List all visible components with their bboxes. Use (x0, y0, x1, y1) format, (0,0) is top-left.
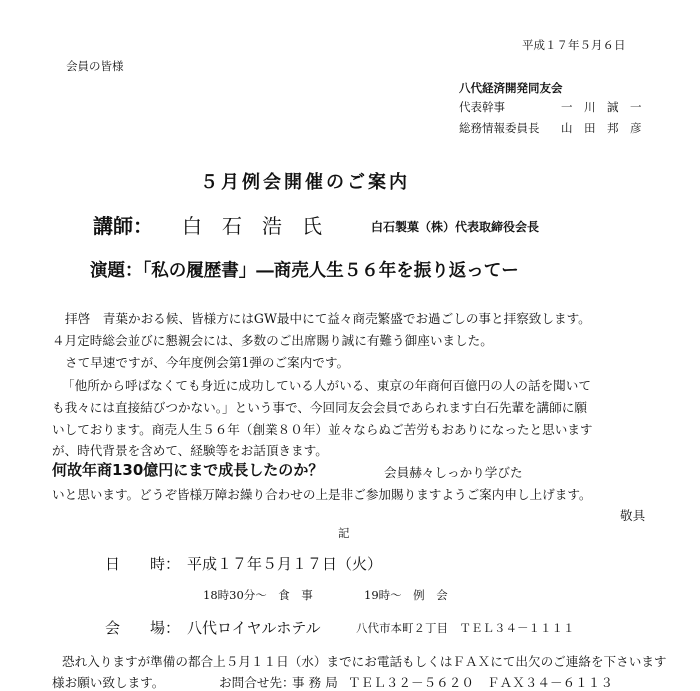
contact-tel: ＴＥＬ３２－５６２０ (348, 675, 474, 690)
venue-name: 八代ロイヤルホテル (187, 619, 321, 637)
body-line: さて早速ですが、今年度例会第1弾のご案内です。 (65, 355, 350, 370)
body-line: 「他所から呼ばなくても身近に成功している人がいる、東京の年商何百億円の人の話を聞いて (62, 378, 591, 393)
body-line: も我々には直接結びつかない。」という事で、今回同友会会員であられます白石先輩を講師に願 (52, 400, 587, 415)
ki-heading: 記 (338, 526, 350, 540)
sender-rep-name: 一 川 誠 一 (561, 100, 642, 114)
notice-title: ５月例会開催のご案内 (200, 172, 410, 193)
sender-info-name: 山 田 邦 彦 (561, 121, 642, 135)
body-line: が、時代背景を含めて、経験等をお話頂きます。 (52, 443, 328, 458)
body-line: 会員赫々しっかり学びた (384, 465, 523, 480)
sender-rep-role: 代表幹事 (459, 100, 505, 114)
body-line: ４月定時総会並びに懇親会には、多数のご出席賜り誠に有難う御座いました。 (52, 333, 493, 348)
salutation: 会員の皆様 (66, 59, 124, 73)
venue-label: 会 場： (105, 619, 181, 637)
schedule-meeting: 19時～ 例 会 (364, 588, 448, 602)
body-line: いと思います。どうぞ皆様万障お繰り合わせの上是非ご参加賜りますようご案内申し上げます。 (52, 487, 592, 502)
footer-line: 恐れ入りますが準備の都合上５月１１日（水）までにお電話もしくはＦＡＸにて出欠のご連絡を下さいます (62, 654, 667, 669)
sender-info-role: 総務情報委員長 (459, 121, 540, 135)
lecturer-title: 白石製菓（株）代表取締役会長 (371, 220, 540, 234)
closing-keigu: 敬具 (620, 508, 646, 523)
footer-line: 様お願い致します。 (52, 675, 165, 690)
date-value: 平成１７年５月１７日（火） (187, 555, 383, 573)
contact-office: 事 務 局 (292, 675, 338, 690)
lecturer-label: 講師： (93, 214, 153, 238)
venue-address: 八代市本町２丁目 ＴＥＬ３４－１１１１ (356, 621, 575, 635)
body-line: いしております。商売人生５６年（創業８０年）並々ならぬご苦労もおありになったと思います (52, 422, 593, 437)
lecture-theme: 演題：「私の履歴書」―商売人生５６年を振り返ってー (90, 261, 519, 281)
contact-label: お問合せ先： (219, 675, 295, 690)
schedule-dinner: 18時30分～ 食 事 (203, 588, 313, 602)
contact-fax: ＦＡＸ３４－６１１３ (487, 675, 613, 690)
sender-org: 八代経済開発同友会 (459, 81, 563, 95)
document-date: 平成１７年５月６日 (522, 38, 626, 52)
emphasis-text: 何故年商130億円にまで成長したのか？ (52, 461, 324, 479)
lecturer-name: 白石浩氏 (182, 214, 342, 238)
body-line: 拝啓 青葉かおる候、皆様方にはGW最中にて益々商売繁盛でお過ごしの事と拝察致します。 (65, 311, 591, 326)
date-label: 日 時： (105, 555, 181, 573)
